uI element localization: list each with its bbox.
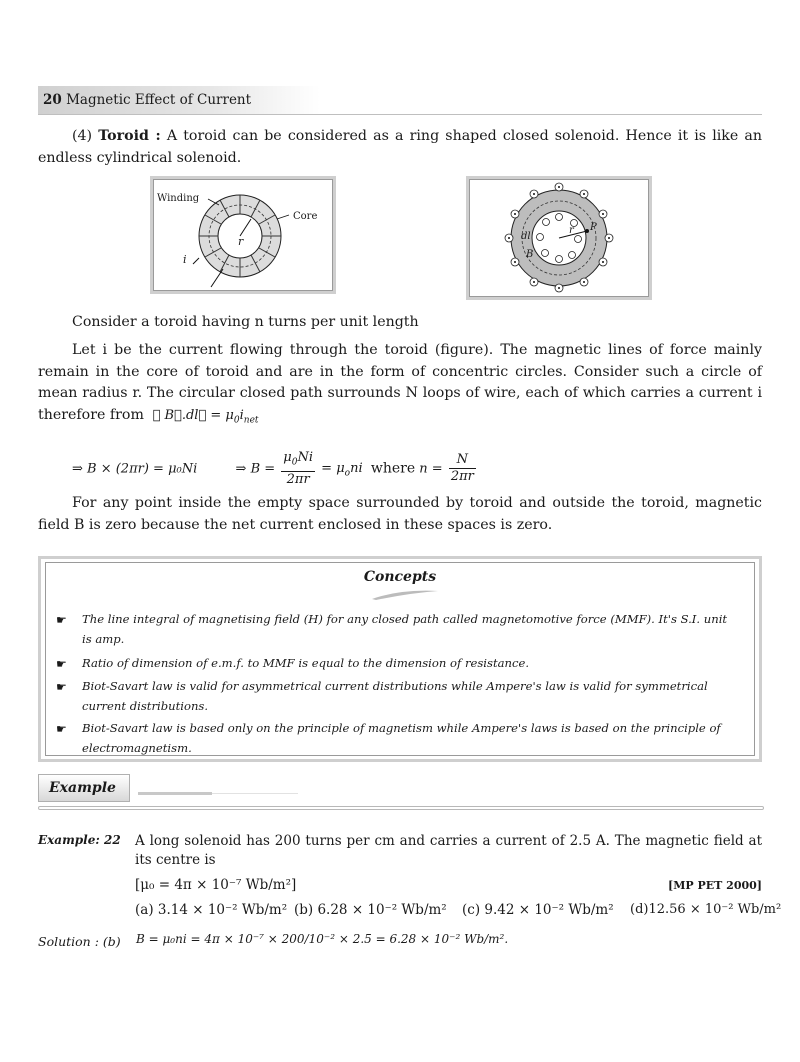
concept-item: Biot-Savart law is based only on the principle of magnetism while Ampere's laws is based on the principle of electromagnetism.: [82, 721, 721, 755]
radius-label: r: [238, 235, 244, 248]
example-reference: [MP PET 2000]: [668, 879, 762, 892]
winding-label: Winding: [157, 193, 200, 204]
example-question: A long solenoid has 200 turns per cm and carries a current of 2.5 A. The magnetic field at its centre is: [135, 833, 762, 868]
point-p-label: P: [590, 222, 597, 233]
concept-item: Biot-Savart law is valid for asymmetrical current distributions while Ampere's law is valid for symmetrical current distributions.: [82, 679, 708, 713]
radius-label-right: r: [569, 225, 574, 236]
option-c: (c) 9.42 × 10⁻² Wb/m²: [462, 902, 614, 918]
option-a: (a) 3.14 × 10⁻² Wb/m²: [135, 902, 288, 918]
toroid-equation: ⇒ B × (2πr) = μ₀Ni ⇒ B = $\frac{\mu_0Ni}{2\pi r}$ = $\mu_oni$ where n = $\frac{N}{2\pi r}$: [72, 450, 474, 487]
current-label: i: [183, 253, 187, 266]
paragraph-ampere: Let i be the current flowing through the toroid (figure). The magnetic lines of force mainly remain in the core of toroid and are in the form of concentric circles. Consider such a circle of mean radius r. The circular closed path surrounds N loops of wire, each of which carries a current i therefore from ∮ B⃗.dl⃗ = $\mu_0i_{net}$: [38, 342, 762, 426]
concept-item: The line integral of magnetising field (H) for any closed path called magnetomotive force (MMF). It's S.I. unit is amp.: [82, 612, 728, 646]
pointing-hand-icon: ☛: [56, 657, 67, 671]
solution-text: B = μ₀ni = 4π × 10⁻⁷ × 200/10⁻² × 2.5 = 6.28 × 10⁻² Wb/m².: [136, 932, 509, 946]
paragraph-turns: Consider a toroid having n turns per unit length: [72, 314, 419, 330]
chapter-title: Magnetic Effect of Current: [66, 92, 252, 108]
dl-label: dl: [521, 231, 531, 242]
example-rule: [38, 806, 764, 810]
page-number: 20: [43, 92, 62, 108]
pointing-hand-icon: ☛: [56, 680, 67, 694]
b-label: B: [526, 249, 534, 260]
paragraph-zero-field: For any point inside the empty space surrounded by toroid and outside the toroid, magnetic field B is zero because the net current enclosed in these spaces is zero.: [38, 495, 762, 533]
example-tab-bar-fade: [212, 793, 298, 794]
pointing-hand-icon: ☛: [56, 722, 67, 736]
concept-item: Ratio of dimension of e.m.f. to MMF is equal to the dimension of resistance.: [82, 656, 530, 670]
solution-label: Solution : (b): [38, 934, 121, 949]
example-label: Example: 22: [38, 833, 121, 847]
page-header: [38, 86, 320, 114]
option-d: (d)12.56 × 10⁻² Wb/m²: [630, 902, 782, 917]
toroid-definition: (4) Toroid : A toroid can be considered as a ring shaped closed solenoid. Hence it is like an endless cylindrical solenoid.: [38, 128, 762, 166]
toroid-figure: [150, 176, 336, 294]
cross-section-diagram: [469, 179, 649, 297]
option-b: (b) 6.28 × 10⁻² Wb/m²: [294, 902, 447, 918]
concepts-box: [38, 556, 762, 762]
title-swoosh-icon: [370, 587, 440, 601]
concepts-title: Concepts: [363, 569, 437, 585]
example-tab: Example: [38, 774, 130, 802]
toroid-term: Toroid :: [98, 128, 161, 144]
toroid-cross-section-figure: [466, 176, 652, 300]
header-rule: [38, 114, 762, 115]
core-label: Core: [293, 211, 318, 222]
pointing-hand-icon: ☛: [56, 613, 67, 627]
example-tab-bar: [138, 792, 212, 795]
example-given: [μ₀ = 4π × 10⁻⁷ Wb/m²]: [135, 877, 297, 893]
